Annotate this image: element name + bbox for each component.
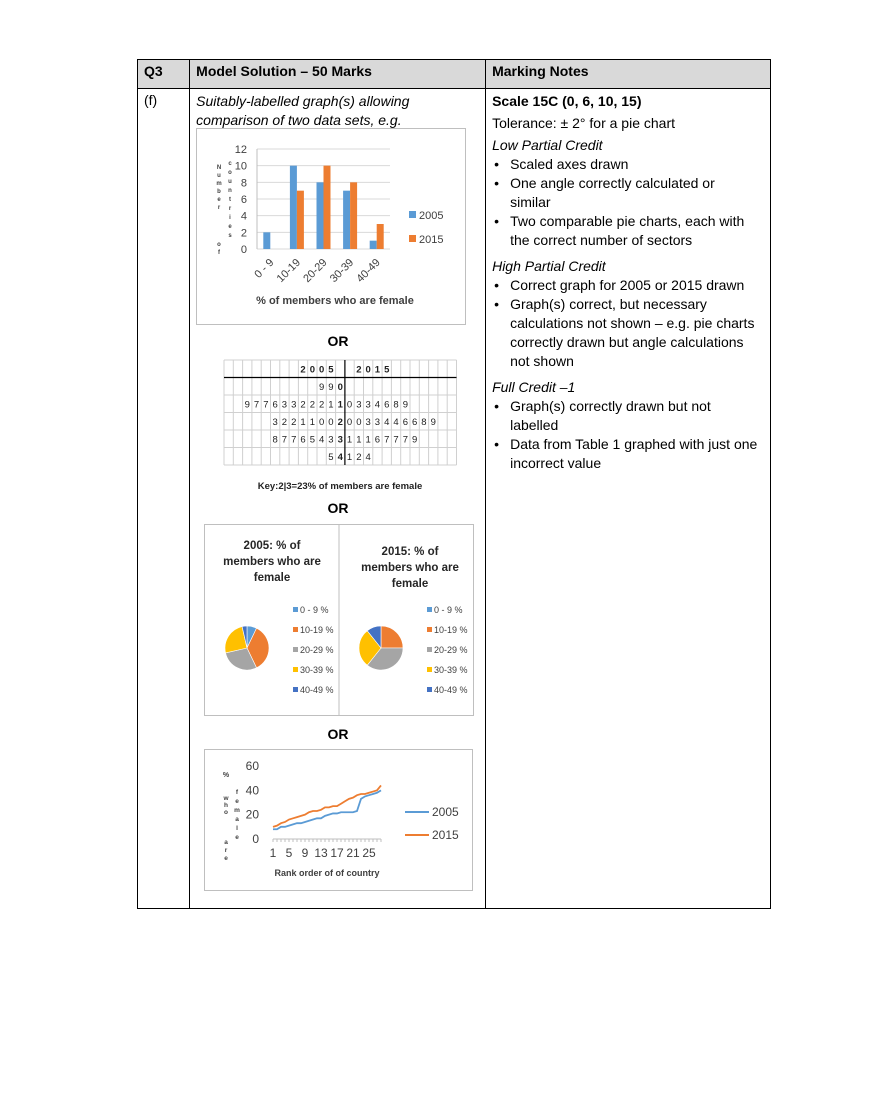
stem-leaf-frame xyxy=(222,358,458,493)
x-tick-label: 30-39 xyxy=(327,256,357,286)
legend-swatch xyxy=(427,607,432,612)
leaf-left: 7 xyxy=(281,434,288,446)
bar xyxy=(370,241,377,249)
legend-label: 40-49 % xyxy=(434,685,468,695)
high-item: • Correct graph for 2005 or 2015 drawn xyxy=(510,276,764,295)
y-tick-label: 8 xyxy=(240,177,247,190)
tolerance-line: Tolerance: ± 2° for a pie chart xyxy=(492,115,676,131)
leaf-left: 1 xyxy=(309,417,315,428)
leaf-right: 6 xyxy=(402,417,408,428)
full-item: • Data from Table 1 graphed with just one xyxy=(510,435,764,454)
header-right-digit: 5 xyxy=(384,364,390,376)
leaf-left: 7 xyxy=(291,434,297,446)
intro-line-1: Suitably-labelled graph(s) allowing xyxy=(196,93,410,109)
leaf-right: 9 xyxy=(430,417,436,428)
leaf-left: 0 xyxy=(328,417,334,428)
header-right-digit: 2 xyxy=(356,364,362,376)
y-axis-label-letter: l xyxy=(236,825,238,832)
full-item: • Graph(s) correctly drawn but not xyxy=(510,397,764,416)
or-label-2: OR xyxy=(327,500,349,516)
legend-swatch xyxy=(293,687,298,692)
x-tick-label: 25 xyxy=(362,846,376,860)
leaf-right: 3 xyxy=(356,399,362,411)
header-left-digit: 2 xyxy=(300,364,306,376)
leaf-right: 0 xyxy=(346,399,353,411)
leaf-right: 7 xyxy=(384,434,390,446)
line-chart xyxy=(205,750,472,890)
leaf-right: 6 xyxy=(412,417,418,428)
legend-label: 30-39 % xyxy=(434,665,468,675)
header-model-solution: Model Solution – 50 Marks xyxy=(190,60,486,89)
y-tick-label: 10 xyxy=(234,160,247,173)
or-label-3: OR xyxy=(327,726,349,742)
x-tick-label: 20-29 xyxy=(301,256,330,286)
low-item: • Scaled axes drawn xyxy=(510,155,764,174)
y-tick-label: 20 xyxy=(245,807,259,822)
y-tick-label: 40 xyxy=(245,783,259,798)
stem-value: 0 xyxy=(337,382,343,393)
legend-swatch xyxy=(409,211,416,218)
legend-label: 10-19 % xyxy=(434,625,468,635)
header-left-digit: 5 xyxy=(328,364,334,376)
high-item-cont: calculations not shown – e.g. pie charts xyxy=(510,315,755,331)
leaf-right: 6 xyxy=(384,399,390,411)
or-label-1: OR xyxy=(327,333,349,349)
leaf-right: 1 xyxy=(346,434,353,446)
leaf-left: 1 xyxy=(300,417,306,428)
pie-slice xyxy=(381,626,403,648)
y-axis-label-letter: o xyxy=(224,809,228,816)
leaf-left: 2 xyxy=(319,399,325,411)
y-axis-label-letter: e xyxy=(217,197,221,203)
leaf-left: 0 xyxy=(319,417,325,428)
stem-leaf-plot xyxy=(222,358,458,493)
low-item-cont: similar xyxy=(510,194,551,210)
y-axis-label-letter: c xyxy=(228,161,232,167)
part-label: (f) xyxy=(138,89,190,909)
legend-label: 2005 xyxy=(432,805,459,819)
leaf-left: 2 xyxy=(300,399,306,411)
leaf-left: 6 xyxy=(300,434,306,446)
y-tick-label: 0 xyxy=(252,832,259,846)
series-line xyxy=(273,785,381,826)
leaf-left: 3 xyxy=(291,399,297,411)
legend-label: 20-29 % xyxy=(434,645,468,655)
leaf-right: 7 xyxy=(393,434,399,446)
leaf-right: 3 xyxy=(365,399,371,411)
y-axis-label-letter: r xyxy=(224,847,228,854)
pie-title-line: 2005: % of xyxy=(243,540,301,552)
y-axis-label-letter: b xyxy=(217,189,221,195)
y-tick-label: 6 xyxy=(240,194,247,206)
stem-value: 3 xyxy=(337,434,343,446)
leaf-right: 8 xyxy=(421,417,427,428)
y-axis-label-letter: o xyxy=(217,242,221,248)
bar xyxy=(343,191,350,249)
y-axis-label-letter: h xyxy=(224,802,228,809)
x-tick-label: 21 xyxy=(346,846,360,860)
full-credit-title: Full Credit –1 xyxy=(492,379,576,395)
bar xyxy=(290,166,297,249)
leaf-left: 2 xyxy=(309,399,315,411)
leaf-right: 0 xyxy=(346,417,353,428)
pie-title-line: female xyxy=(253,572,291,584)
header-left-digit: 0 xyxy=(309,364,315,376)
pie-title-line: members who are xyxy=(361,562,459,574)
y-axis-label-letter: % xyxy=(222,772,230,779)
bar xyxy=(297,191,304,249)
y-axis-label-letter: e xyxy=(235,834,239,841)
header-right-digit: 1 xyxy=(374,364,381,376)
bar xyxy=(377,224,384,249)
leaf-left: 1 xyxy=(328,399,334,411)
legend-swatch xyxy=(293,607,298,612)
pie-title-line: female xyxy=(391,578,429,590)
leaf-left: 5 xyxy=(328,452,334,463)
leaf-left: 9 xyxy=(319,382,325,393)
legend-label: 2005 xyxy=(419,210,444,222)
y-axis-label-letter: s xyxy=(228,233,232,239)
leaf-left: 8 xyxy=(272,434,278,446)
legend-swatch xyxy=(427,687,432,692)
legend-label: 40-49 % xyxy=(300,685,334,695)
y-axis-label-letter: e xyxy=(235,798,239,805)
legend-swatch xyxy=(427,667,432,672)
legend-swatch xyxy=(427,627,432,632)
leaf-left: 3 xyxy=(328,434,334,446)
y-axis-label-letter: u xyxy=(228,179,232,185)
bar xyxy=(263,232,270,249)
legend-swatch xyxy=(427,647,432,652)
leaf-right: 9 xyxy=(412,434,418,446)
full-item-cont: incorrect value xyxy=(510,455,602,471)
y-axis-label-letter: e xyxy=(228,224,232,230)
legend-label: 0 - 9 % xyxy=(300,605,329,615)
header-right-digit: 0 xyxy=(365,364,371,376)
full-item-cont: labelled xyxy=(510,417,559,433)
legend-label: 20-29 % xyxy=(300,645,334,655)
leaf-left: 2 xyxy=(291,417,297,428)
pie-charts-frame xyxy=(204,524,474,716)
series-line xyxy=(273,790,381,829)
leaf-left: 5 xyxy=(309,434,315,446)
high-credit-list xyxy=(492,276,764,371)
leaf-left: 7 xyxy=(263,399,269,411)
low-item: • One angle correctly calculated or xyxy=(510,174,764,193)
leaf-right: 1 xyxy=(356,434,362,446)
bar xyxy=(317,182,324,249)
low-credit-list xyxy=(492,155,764,250)
marking-notes-cell xyxy=(486,89,771,909)
y-tick-label: 60 xyxy=(245,759,259,773)
y-axis-label-letter: i xyxy=(229,215,231,221)
low-credit-title: Low Partial Credit xyxy=(492,137,603,153)
leaf-right: 6 xyxy=(374,434,381,446)
header-marking-notes: Marking Notes xyxy=(486,60,771,89)
leaf-right: 7 xyxy=(402,434,408,446)
header-left-digit: 0 xyxy=(319,364,325,376)
y-tick-label: 0 xyxy=(240,244,247,256)
leaf-left: 7 xyxy=(253,399,260,411)
full-credit-list xyxy=(492,397,764,473)
y-tick-label: 4 xyxy=(240,210,247,223)
legend-label: 30-39 % xyxy=(300,665,334,675)
x-tick-label: 0 - 9 xyxy=(252,256,277,281)
high-item: • Graph(s) correct, but necessary xyxy=(510,295,764,314)
leaf-right: 4 xyxy=(384,417,390,428)
bar-chart-frame xyxy=(196,128,466,325)
y-axis-label-letter: r xyxy=(217,205,221,211)
y-axis-label-letter: o xyxy=(228,170,232,176)
low-item: • Two comparable pie charts, each with xyxy=(510,212,764,231)
leaf-right: 1 xyxy=(365,434,371,446)
intro-line-2: comparison of two data sets, e.g. xyxy=(196,112,402,128)
legend-label: 2015 xyxy=(432,828,459,842)
leaf-left: 3 xyxy=(281,399,288,411)
legend-swatch xyxy=(409,235,416,242)
y-axis-label-letter: m xyxy=(216,181,222,187)
header-question: Q3 xyxy=(138,60,190,89)
y-axis-label-letter: e xyxy=(224,855,228,862)
bar xyxy=(324,166,331,249)
y-axis-label-letter: f xyxy=(218,250,220,256)
x-tick-label: 10-19 xyxy=(274,256,304,286)
legend-label: 2015 xyxy=(419,234,444,246)
leaf-right: 1 xyxy=(346,452,353,463)
leaf-right: 4 xyxy=(374,399,381,411)
pie-title-line: 2015: % of xyxy=(381,546,439,558)
high-item-cont: correctly drawn but angle calculations xyxy=(510,334,744,350)
leaf-right: 9 xyxy=(402,399,408,411)
bar-chart xyxy=(197,129,465,324)
line-chart-frame xyxy=(204,749,473,891)
y-axis-label-letter: w xyxy=(223,795,229,802)
stem-value: 4 xyxy=(337,452,343,463)
legend-swatch xyxy=(293,627,298,632)
leaf-right: 3 xyxy=(365,417,371,428)
high-item-cont: not shown xyxy=(510,353,574,369)
y-axis-label-letter: a xyxy=(224,839,228,846)
leaf-right: 0 xyxy=(356,417,362,428)
leaf-right: 3 xyxy=(374,417,381,428)
leaf-left: 6 xyxy=(272,399,278,411)
leaf-left: 3 xyxy=(272,417,278,428)
x-axis-label: % of members who are female xyxy=(256,295,414,307)
pie-charts xyxy=(205,525,473,715)
leaf-left: 2 xyxy=(281,417,288,428)
stem-value: 1 xyxy=(337,399,343,411)
x-tick-label: 13 xyxy=(314,846,328,860)
y-axis-label-letter: n xyxy=(228,188,232,194)
y-axis-label-letter: N xyxy=(216,165,222,171)
y-axis-label-letter: t xyxy=(229,197,231,203)
x-tick-label: 1 xyxy=(269,846,277,860)
leaf-left: 9 xyxy=(328,382,334,393)
x-tick-label: 17 xyxy=(330,846,344,860)
leaf-right: 4 xyxy=(365,452,371,463)
legend-swatch xyxy=(293,647,298,652)
y-axis-label-letter: m xyxy=(234,807,240,814)
stem-leaf-key: Key:2|3=23% of members are female xyxy=(257,481,423,492)
bar xyxy=(350,182,357,249)
y-tick-label: 12 xyxy=(234,144,247,156)
y-axis-label-letter: f xyxy=(235,789,239,796)
leaf-right: 4 xyxy=(393,417,399,428)
low-item-cont: the correct number of sectors xyxy=(510,232,693,248)
y-axis-label-letter: u xyxy=(217,173,221,179)
legend-label: 0 - 9 % xyxy=(434,605,463,615)
high-credit-title: High Partial Credit xyxy=(492,258,606,274)
legend-swatch xyxy=(293,667,298,672)
leaf-right: 2 xyxy=(356,452,362,463)
legend-label: 10-19 % xyxy=(300,625,334,635)
leaf-left: 4 xyxy=(319,434,325,446)
y-axis-label-letter: a xyxy=(235,816,239,823)
leaf-right: 8 xyxy=(393,399,399,411)
x-tick-label: 5 xyxy=(285,846,293,860)
x-tick-label: 40-49 xyxy=(354,256,383,286)
pie-title-line: members who are xyxy=(223,556,321,568)
x-tick-label: 9 xyxy=(301,846,309,860)
leaf-left: 9 xyxy=(244,399,250,411)
y-axis-label-letter: r xyxy=(228,206,232,212)
x-axis-label: Rank order of of country xyxy=(274,868,380,878)
y-tick-label: 2 xyxy=(240,227,247,240)
stem-value: 2 xyxy=(337,417,343,428)
scale-line: Scale 15C (0, 6, 10, 15) xyxy=(492,93,642,109)
